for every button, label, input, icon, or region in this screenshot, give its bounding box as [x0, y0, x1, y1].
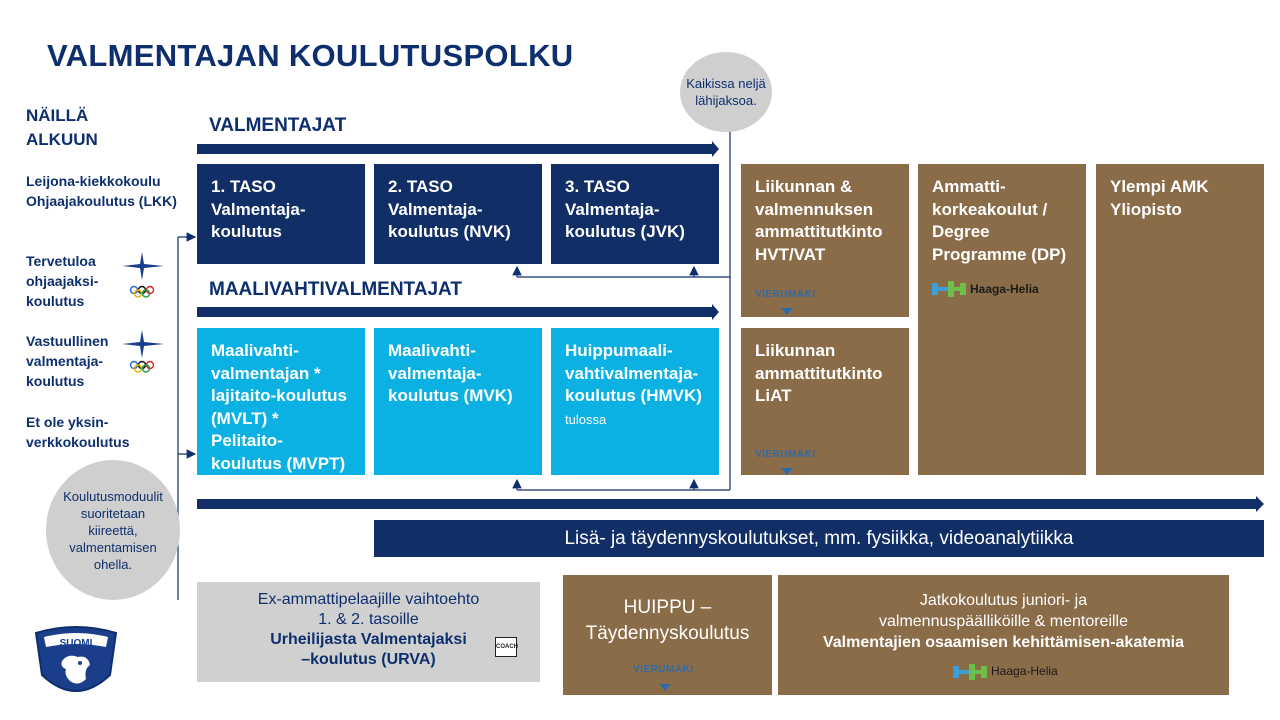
huippu-box [563, 575, 772, 695]
liat-box [741, 328, 909, 475]
jatko-line-1: Jatkokoulutus juniori- ja [919, 592, 1088, 609]
hmvk-label: Huippumaali-vahtivalmentaja-koulutus (HMVK) [565, 341, 702, 405]
urva-name-line-1: Urheilijasta Valmentajaksi [270, 631, 467, 648]
huippu-line-2: Täydennyskoulutus [585, 623, 750, 644]
coaches-label: VALMENTAJAT [209, 115, 347, 136]
vierumaki-logo: VIERUMÄKI [755, 444, 816, 475]
coach-logo: COACH [495, 637, 517, 657]
jatko-line-2: valmennuspäälliköille & mentoreille [878, 613, 1128, 630]
info-circle-bottom: Koulutusmoduulit suoritetaan kiireettä, valmentamisen ohella. [46, 460, 180, 600]
coach-level-3-box: 3. TASO Valmentaja-koulutus (JVK) [551, 164, 719, 264]
liat-label: Liikunnan ammattitutkinto LiAT [755, 341, 883, 405]
valmentajat-arrow [197, 141, 719, 157]
svg-text:SUOMI: SUOMI [59, 638, 93, 649]
haaga-helia-logo: Haaga-Helia [932, 278, 1039, 301]
ylempi-amk-box: Ylempi AMK Yliopisto [1096, 164, 1264, 475]
amk-dp-box [918, 164, 1086, 475]
haaga-helia-mark-icon [932, 279, 966, 299]
jatko-academy-label: Valmentajien osaamisen kehittämisen-akatemia [822, 634, 1185, 651]
urva-box [197, 582, 540, 682]
maalivahti-arrow [197, 304, 719, 320]
goalie-label: MAALIVAHTIVALMENTAJAT [209, 279, 462, 300]
goalie-level-2-box: Maalivahti-valmentaja-koulutus (MVK) [374, 328, 542, 475]
continuing-education-bar: Lisä- ja täydennyskoulutukset, mm. fysiikka, videoanalytiikka [374, 520, 1264, 557]
vierumaki-logo: VIERUMÄKI [755, 284, 816, 315]
haaga-helia-mark-icon [953, 662, 987, 682]
start-item-vastuullinen: Vastuullinen valmentaja-koulutus [26, 333, 109, 389]
start-heading: NÄILLÄ ALKUUN [26, 106, 98, 149]
hvt-vat-box [741, 164, 909, 317]
suomi-lion-logo [28, 625, 124, 703]
huippu-line-1: HUIPPU – [623, 597, 712, 618]
urva-line-2: 1. & 2. tasoille [318, 611, 419, 628]
page-title: VALMENTAJAN KOULUTUSPOLKU [47, 38, 574, 73]
main-path-arrow [197, 496, 1264, 512]
amk-dp-label: Ammatti-korkeakoulut / Degree Programme (DP) [932, 177, 1067, 264]
goalie-level-1-box: Maalivahti-valmentajan * lajitaito-koulutus (MVLT) * Pelitaito-koulutus (MVPT) [197, 328, 365, 475]
jatkokoulutus-box [778, 575, 1229, 695]
hvt-vat-label: Liikunnan & valmennuksen ammattitutkinto HVT/VAT [755, 177, 883, 264]
start-item-et-ole-yksin: Et ole yksin-verkkokoulutus [26, 414, 130, 450]
goalie-level-3-box [551, 328, 719, 475]
coach-level-1-box: 1. TASO Valmentaja-koulutus [197, 164, 365, 264]
start-item-lkk: Leijona-kiekkokoulu Ohjaajakoulutus (LKK) [26, 173, 177, 209]
coach-level-2-box: 2. TASO Valmentaja-koulutus (NVK) [374, 164, 542, 264]
info-circle-top: Kaikissa neljä lähijaksoa. [680, 52, 772, 132]
vierumaki-logo: VIERUMÄKI [633, 657, 694, 691]
urva-name-line-2: –koulutus (URVA) [301, 651, 436, 668]
hmvk-status-note: tulossa [565, 411, 607, 427]
haaga-helia-logo: Haaga-Helia [953, 661, 1058, 682]
urva-line-1: Ex-ammattipelaajille vaihtoehto [257, 591, 480, 608]
start-item-tervetuloa: Tervetuloa ohjaajaksi-koulutus [26, 253, 99, 309]
